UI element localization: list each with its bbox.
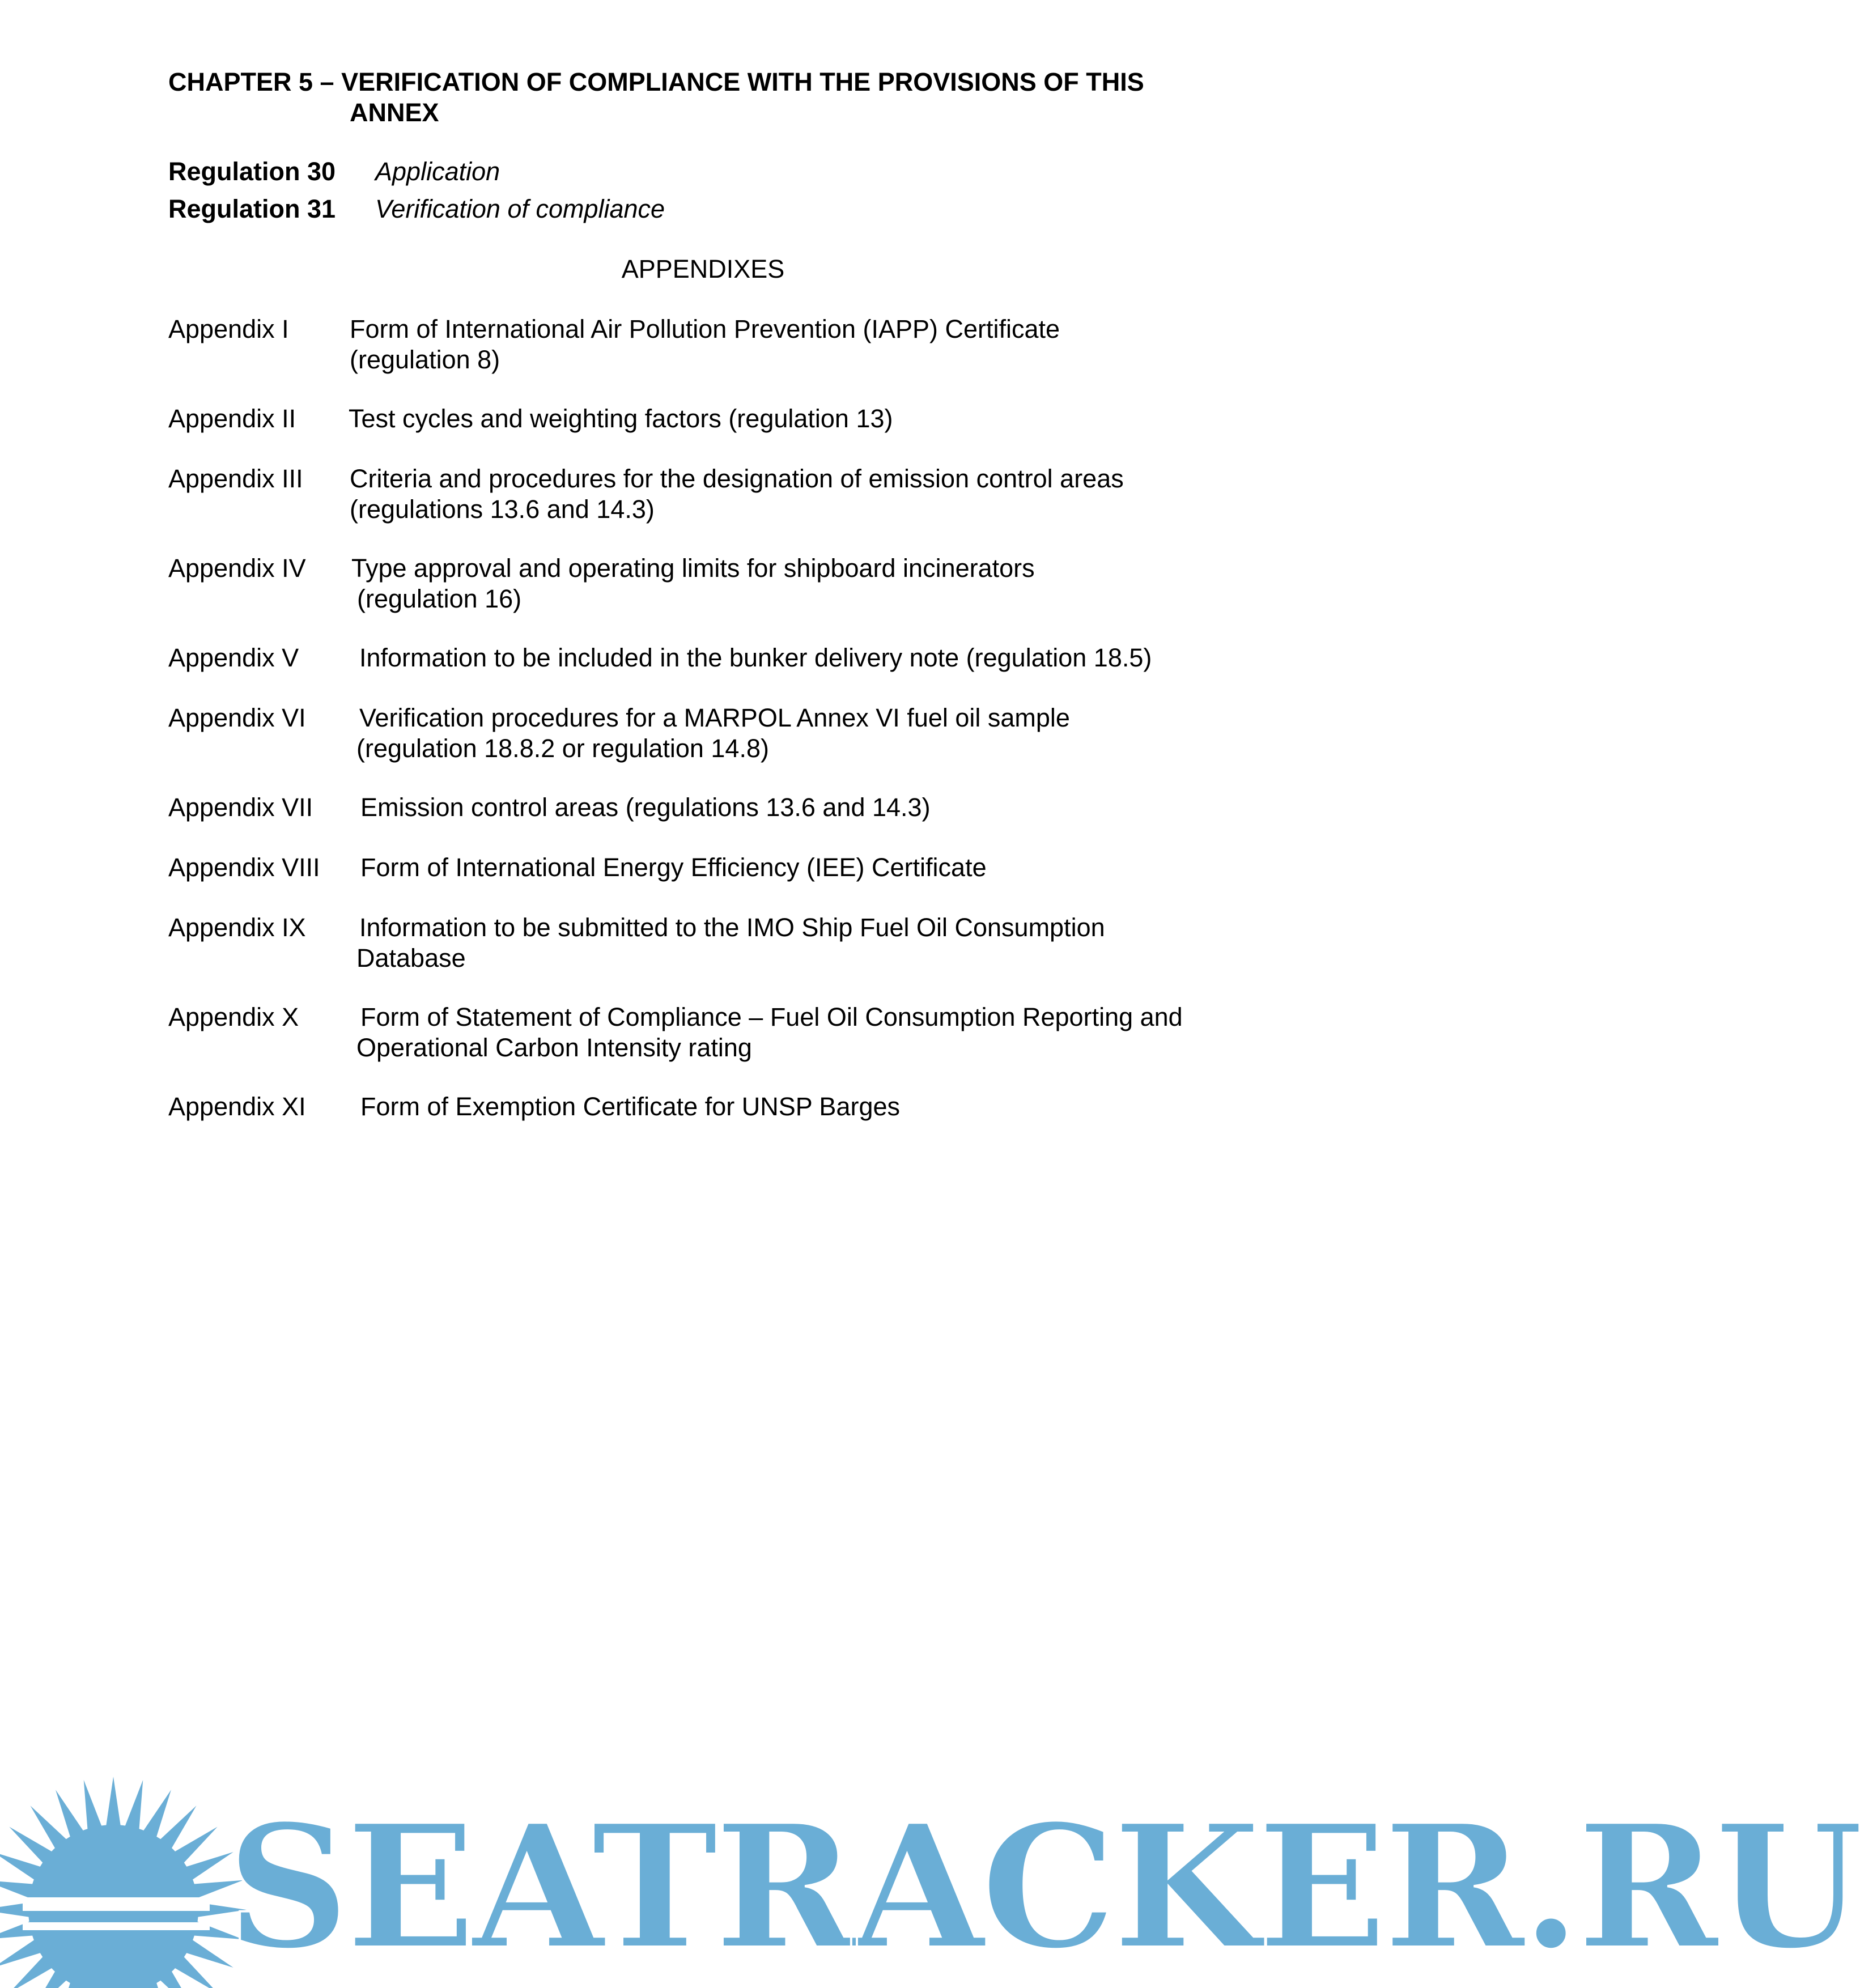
appendix-label: Appendix VI <box>168 703 306 732</box>
appendixes-heading: APPENDIXES <box>621 254 785 283</box>
appendix-label: Appendix XI <box>168 1092 306 1121</box>
regulation-row <box>168 194 665 224</box>
appendix-title <box>356 912 1209 974</box>
appendix-title-line-1: Type approval and operating limits for shipboard incinerators <box>351 554 1035 583</box>
watermark-text: SEATRACKER.RU <box>227 1787 1860 1987</box>
regulation-title: Application <box>375 157 500 186</box>
chapter-heading <box>168 67 1245 128</box>
chapter-heading-line-1: CHAPTER 5 – VERIFICATION OF COMPLIANCE WITH THE PROVISIONS OF THIS <box>168 67 1144 96</box>
appendix-title-line-1: Verification procedures for a MARPOL Annex VI fuel oil sample <box>359 703 1070 732</box>
regulation-title: Verification of compliance <box>375 194 665 223</box>
appendix-title-line-2: (regulation 18.8.2 or regulation 14.8) <box>356 734 769 763</box>
chapter-heading-line-2: ANNEX <box>350 98 439 127</box>
horizon-stripe <box>23 1922 210 1930</box>
appendix-title <box>356 703 1209 764</box>
appendix-title <box>360 852 1211 883</box>
appendix-title-line-1: Information to be submitted to the IMO Ship Fuel Oil Consumption <box>359 913 1105 942</box>
appendix-title-line-2: Database <box>356 944 466 972</box>
appendix-label: Appendix IX <box>168 913 306 942</box>
appendix-label: Appendix X <box>168 1003 299 1031</box>
appendix-title-line-2: (regulation 8) <box>350 345 500 374</box>
appendix-title-line-1: Test cycles and weighting factors (regulation 13) <box>349 404 893 433</box>
appendix-title-line-1: Criteria and procedures for the designation of emission control areas <box>350 464 1124 493</box>
appendix-label: Appendix V <box>168 643 299 672</box>
regulation-label: Regulation 31 <box>168 194 336 223</box>
appendix-title <box>360 792 1211 823</box>
horizon-stripe <box>23 1897 210 1911</box>
appendix-title-line-1: Emission control areas (regulations 13.6 and 14.3) <box>360 793 931 822</box>
appendix-title-line-2: (regulation 16) <box>357 584 522 613</box>
appendix-title <box>351 553 1201 614</box>
appendix-title-line-1: Form of Exemption Certificate for UNSP Barges <box>360 1092 901 1121</box>
appendix-label: Appendix IV <box>168 554 306 583</box>
appendix-title-line-2: Operational Carbon Intensity rating <box>356 1033 752 1062</box>
sun-ray <box>105 1777 121 1831</box>
appendix-title <box>356 1002 1267 1063</box>
appendix-title <box>360 1091 1211 1122</box>
appendix-label: Appendix III <box>168 464 303 493</box>
appendix-title <box>359 643 1209 673</box>
appendix-label: Appendix VIII <box>168 853 320 882</box>
appendix-title-line-1: Form of Statement of Compliance – Fuel Oil Consumption Reporting and <box>360 1003 1183 1031</box>
regulation-label: Regulation 30 <box>168 157 336 186</box>
appendix-title-line-1: Information to be included in the bunker delivery note (regulation 18.5) <box>359 643 1152 672</box>
appendix-title-line-1: Form of International Energy Efficiency (IEE) Certificate <box>360 853 987 882</box>
appendix-title <box>349 403 1199 434</box>
appendix-label: Appendix II <box>168 404 296 433</box>
appendix-title-line-2: (regulations 13.6 and 14.3) <box>350 495 655 524</box>
appendix-label: Appendix I <box>168 315 289 343</box>
regulation-row <box>168 156 500 187</box>
appendix-label: Appendix VII <box>168 793 313 822</box>
appendix-title <box>350 314 1200 375</box>
appendix-title <box>350 464 1200 525</box>
appendix-title-line-1: Form of International Air Pollution Prevention (IAPP) Certificate <box>350 315 1060 343</box>
